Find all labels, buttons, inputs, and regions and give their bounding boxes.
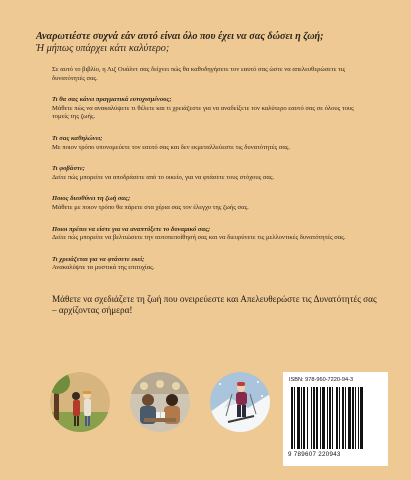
section-block <box>52 195 372 212</box>
barcode-bar <box>294 387 295 449</box>
section-answer: Δείτε πώς μπορείτε να αποδράσετε από το οικείο, για να φτάσετε τους στόχους σας. <box>52 173 275 181</box>
section-question: Τι φοβάστε; <box>52 165 85 173</box>
skier-illustration <box>210 372 270 432</box>
section-question: Τι σας καθηλώνει; <box>52 134 103 142</box>
barcode-bar <box>322 387 325 449</box>
barcode-bar <box>291 387 293 449</box>
barcode-bar <box>327 387 328 449</box>
barcode-bar <box>311 387 312 449</box>
section-question: Ποιος διευθύνει τη ζωή σας; <box>52 195 131 203</box>
section-answer: Με ποιον τρόπο υπονομεύετε τον εαυτό σας και δεν εκμεταλλεύεστε τις δυνατότητές σας. <box>52 143 291 151</box>
barcode-bar <box>358 387 359 449</box>
barcode-bar <box>336 387 338 449</box>
barcode-bar <box>360 387 363 449</box>
subheadline: Ή μήπως υπάρχει κάτι καλύτερο; <box>36 43 170 54</box>
couple-at-cafe-illustration <box>130 372 190 432</box>
barcode-bar <box>329 387 331 449</box>
barcode-bar <box>348 387 351 449</box>
intro-paragraph: Σε αυτό το βιβλίο, η Λιζ Ουάλντ σας δείχνει πώς θα καθοδηγήσετε τον εαυτό σας ώστε να απελευθερώσετε τις δυνατότητές σας. <box>52 66 346 82</box>
section-block <box>52 256 372 273</box>
section-answer: Ανακαλύψτε τα μυστικά της επιτυχίας. <box>52 264 155 272</box>
barcode-bar <box>320 387 321 449</box>
section-block <box>52 135 372 152</box>
section-question: Ποιοι πρέπει να είστε για να αναπτύξετε το δυναμικό σας; <box>52 225 211 233</box>
section-question: Τι θα σας κάνει πραγματικά ευτυχισμένους; <box>52 96 172 104</box>
description-body <box>52 66 372 286</box>
section-answer: Μάθετε με ποιον τρόπο θα πάρετε στα χέρια σας τον έλεγχο της ζωής σας. <box>52 203 249 211</box>
section-answer: Μάθετε πώς να ανακαλύψετε τι θέλετε και τι χρειάζεστε για να αναδείξετε τον καλύτερο εαυτό σας σε όλους τους τομείς της ζωής. <box>52 104 354 121</box>
barcode-bar <box>345 387 346 449</box>
barcode-bar <box>307 387 308 449</box>
barcode-bar <box>355 387 356 449</box>
barcode-bar <box>316 387 318 449</box>
section-block <box>52 96 372 122</box>
barcode-bar <box>342 387 344 449</box>
section-block <box>52 165 372 182</box>
couple-in-park-illustration <box>50 372 110 432</box>
barcode-bar <box>301 387 302 449</box>
section-question: Τι χρειάζεται για να φτάσετε εκεί; <box>52 255 145 263</box>
barcode-bar <box>352 387 354 449</box>
barcode-bar <box>303 387 305 449</box>
isbn-label: ISBN: 978-960-7220-94-3 <box>289 377 354 383</box>
barcode-bar <box>313 387 315 449</box>
barcode-bars <box>291 387 381 449</box>
call-to-action: Μάθετε να σχεδιάζετε τη ζωή που ονειρεύεστε και Απελευθερώστε τις Δυνατότητές σας – αρχίζοντας σήμερα! <box>52 294 377 316</box>
barcode-digits: 9 789607 220943 <box>288 451 341 458</box>
barcode-bar <box>339 387 340 449</box>
section-answer: Δείτε πώς μπορείτε να βελτιώσετε την αυτοπεποίθησή σας και να διευρύνετε τις μελλοντικές δυνατότητές σας. <box>52 234 346 242</box>
barcode-bar <box>332 387 333 449</box>
headline: Αναρωτιέστε συχνά εάν αυτό είναι όλο που έχει να σας δώσει η ζωή; <box>36 31 324 42</box>
isbn-barcode <box>283 372 388 466</box>
barcode-bar <box>297 387 300 449</box>
section-block <box>52 226 372 243</box>
